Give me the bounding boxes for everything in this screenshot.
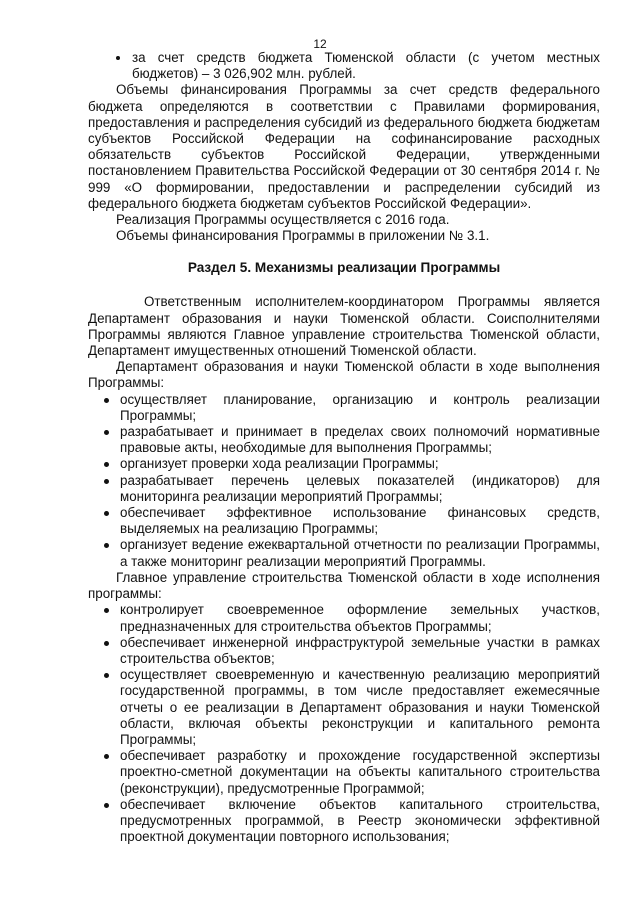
- page-number: 12: [313, 37, 327, 51]
- construction-intro: Главное управление строительства Тюменской области в ходе исполнения программы:: [88, 569, 600, 602]
- intro-bullet-list: [88, 50, 600, 82]
- list-item: [88, 667, 600, 748]
- list-item-text: разрабатывает перечень целевых показателей (индикаторов) для мониторинга реализации мероприятий Программы;: [120, 472, 600, 504]
- list-item-text: обеспечивает инженерной инфраструктурой земельные участки в рамках строительства объектов;: [120, 634, 600, 666]
- list-item-text: организует проверки хода реализации Программы;: [120, 456, 439, 472]
- list-item-text: разрабатывает и принимает в пределах своих полномочий нормативные правовые акты, необходимые для выполнения Программы;: [120, 424, 600, 456]
- bullet-icon: [104, 641, 109, 646]
- list-item: [88, 748, 600, 797]
- bullet-icon: [104, 430, 109, 435]
- bullet-icon: [104, 511, 109, 516]
- list-item-text: обеспечивает эффективное использование финансовых средств, выделяемых на реализацию Программы;: [120, 505, 600, 537]
- list-item: [88, 635, 600, 667]
- bullet-icon: [104, 398, 109, 403]
- list-item: [88, 797, 600, 846]
- bullet-icon: [104, 479, 109, 484]
- bullet-icon: [104, 462, 109, 467]
- paragraph-responsible: Ответственным исполнителем-координатором Программы является Департамент образования и науки Тюменской области. Соисполнителями Программы являются Главное управление строительства Тюменской области, Департамент имущественных отношений Тюменской области.: [88, 294, 600, 359]
- bullet-icon: [104, 608, 109, 613]
- paragraph-federal-budget: Объемы финансирования Программы за счет средств федерального бюджета определяются в соответствии с Правилами формирования, предоставления и распределения субсидий из федерального бюджета бюджетам субъектов Российской Федерации на софинансирование расходных обязательств субъектов Российской Федерации, утвержденными постановлением Правительства Российской Федерации от 30 сентября 2014 г. № 999 «О формировании, предоставлении и распределении субсидий из федерального бюджета бюджетам субъектов Российской Федерации».: [88, 82, 600, 211]
- paragraph-implementation-start: Реализация Программы осуществляется с 2016 года.: [116, 212, 450, 228]
- construction-duties-list: [88, 602, 600, 845]
- list-item-text: обеспечивает разработку и прохождение государственной экспертизы проектно-сметной документации на объекты капитального строительства (реконструкции), предусмотренные Программой;: [120, 748, 600, 796]
- bullet-icon: [104, 803, 109, 808]
- list-item: [88, 424, 600, 456]
- bullet-icon: [104, 754, 109, 759]
- bullet-icon: [104, 543, 109, 548]
- department-intro: Департамент образования и науки Тюменской области в ходе выполнения Программы:: [88, 359, 600, 391]
- department-duties-list: [88, 392, 600, 570]
- list-item-text: организует ведение ежеквартальной отчетности по реализации Программы, а также мониторинг реализации мероприятий Программы.: [120, 537, 600, 569]
- list-item: [88, 456, 600, 472]
- section-title: Раздел 5. Механизмы реализации Программы: [187, 260, 501, 276]
- list-item: [88, 505, 600, 537]
- paragraph-financing-annex: Объемы финансирования Программы в приложении № 3.1.: [116, 228, 490, 244]
- list-item-text: обеспечивает включение объектов капитального строительства, предусмотренных программой, в Реестр экономически эффективной проектной документации повторного использования;: [120, 796, 600, 845]
- bullet-icon: [116, 56, 120, 60]
- list-item: [88, 50, 600, 82]
- list-item: [88, 473, 600, 505]
- list-item-text: осуществляет своевременную и качественную реализацию мероприятий государственной программы, в том числе предоставляет ежемесячные отчеты о ее реализации в Департамент образования и науки Тюменской области, включая объекты реконструкции и капитального ремонта Программы;: [120, 667, 600, 747]
- list-item: [88, 537, 600, 569]
- list-item-text: осуществляет планирование, организацию и контроль реализации Программы;: [120, 391, 600, 423]
- list-item-text: контролирует своевременное оформление земельных участков, предназначенных для строительства объектов Программы;: [120, 602, 600, 634]
- bullet-icon: [104, 673, 109, 678]
- list-item: [88, 602, 600, 634]
- list-item: [88, 392, 600, 424]
- page-content: [88, 50, 600, 845]
- intro-bullet-text: за счет средств бюджета Тюменской области (с учетом местных бюджетов) – 3 026,902 млн. рублей.: [132, 50, 600, 82]
